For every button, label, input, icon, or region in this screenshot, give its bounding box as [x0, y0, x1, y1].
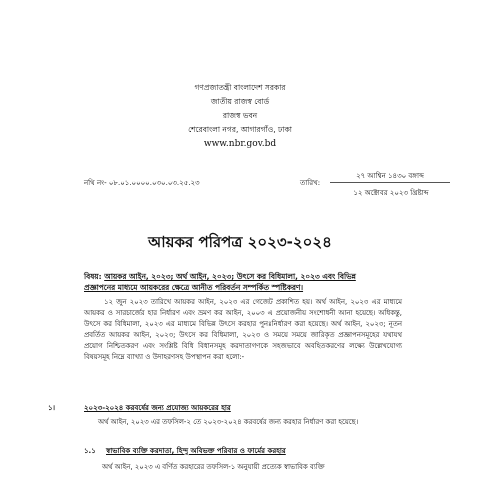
- subject-label: বিষয়:: [84, 272, 102, 281]
- section-1-number: ১।: [48, 404, 56, 412]
- subject-block: [84, 271, 404, 293]
- subject-line-2: প্রজ্ঞাপনের মাধ্যমে আয়করের ক্ষেত্রে আনীত পরিবর্তন সম্পর্কিত স্পষ্টিকরণ।: [84, 283, 304, 292]
- section-1-text: অর্থ আইন, ২০২৩ এর তফসিল-২ তে ২০২৩-২০২৪ করবর্ষের জন্য করহার নির্ধারণ করা হয়েছে।: [98, 418, 359, 426]
- government-name: গণপ্রজাতন্ত্রী বাংলাদেশ সরকার: [194, 83, 286, 92]
- building-name: রাজস্ব ভবন: [222, 111, 258, 120]
- date-label: তারিখ:: [300, 179, 321, 187]
- website-link[interactable]: www.nbr.gov.bd: [203, 139, 277, 149]
- date-english: ১২ অক্টোবর ২০২৩ খ্রিষ্টাব্দ: [353, 189, 429, 197]
- section-1-1-text: অর্থ আইন, ২০২৩ এ বর্ণিত করহারের তফসিল-১ অনুযায়ী প্রত্যেক স্বাভাবিক ব্যক্তি: [102, 463, 325, 471]
- section-1-1-number: ১.১: [84, 447, 96, 455]
- office-address: শেরেবাংলা নগর, আগারগাঁও, ঢাকা: [188, 125, 292, 134]
- date-divider: [330, 182, 450, 183]
- subject-line-1: আয়কর আইন, ২০২৩; অর্থ আইন, ২০২৩; উৎসে কর বিধিমালা, ২০২৩ এবং বিভিন্ন: [104, 272, 356, 281]
- section-1-title: ২০২৩-২০২৪ করবর্ষের জন্য প্রযোজ্য আয়করের হার: [84, 404, 231, 412]
- section-1-1-title: স্বাভাবিক ব্যক্তি করদাতা, হিন্দু অবিভক্ত পরিবার ও ফার্মের করহার: [106, 447, 286, 455]
- circular-title: আয়কর পরিপত্র ২০২৩-২০২৪: [148, 233, 332, 251]
- date-bangla: ২৭ আশ্বিন ১৪৩০ বঙ্গাব্দ: [356, 172, 424, 180]
- file-number: নথি নং- ০৮.০১.০০০০.০৩০.০৩.২৫.২৩: [84, 179, 200, 187]
- intro-paragraph: ১২ জুন ২০২৩ তারিখে আয়কর আইন, ২০২৩ এর গেজেট প্রকাশিত হয়। অর্থ আইন, ২০২৩ এর মাধ্যমে আয়কর ও সারচার্জের হার নির্ধারণ এবং ভ্রমণ কর আইন, ২০০৩ এ প্রয়োজনীয় সংশোধনী আনা হয়েছে। অধিকন্তু, উৎসে কর বিধিমালা, ২০২৩ এর মাধ্যমে বিভিন্ন উৎসে করহার পুনঃনির্ধারণ করা হয়েছে। অর্থ আইন, ২০২৩; নূতন প্রবর্তিত আয়কর আইন, ২০২৩; উৎসে কর বিধিমালা, ২০২৩ ও সময়ে সময়ে জারিকৃত প্রজ্ঞাপনসমূহের যথাযথ প্রয়োগ নিশ্চিতকরণ এবং সংশ্লিষ্ট বিধি বিধানসমূহ করদাতাগণকে সহজভাবে অবহিতকরণের লক্ষ্যে উল্লেখযোগ্য বিষয়সমূহ নিম্নে ব্যাখ্যা ও উদাহরণসহ উপস্থাপন করা হলো:-: [84, 298, 402, 361]
- board-name: জাতীয় রাজস্ব বোর্ড: [210, 97, 270, 106]
